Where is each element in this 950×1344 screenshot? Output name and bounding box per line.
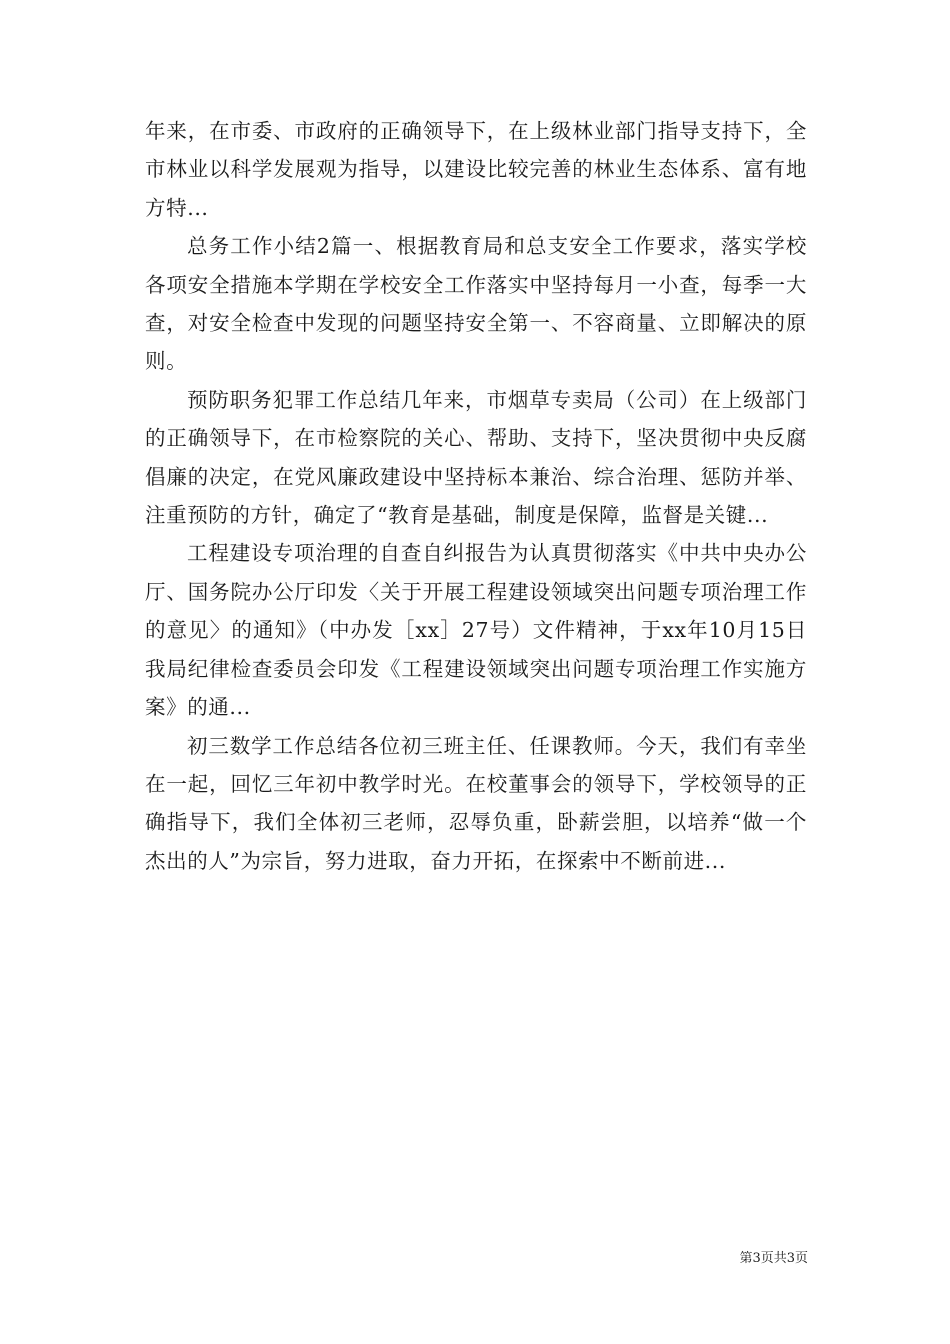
paragraph-continuation: 年来，在市委、市政府的正确领导下，在上级林业部门指导支持下，全市林业以科学发展观为指导，以建设比较完善的林业生态体系、富有地方特... <box>145 119 807 220</box>
document-body <box>145 112 807 880</box>
paragraph-math-work-summary: 初三数学工作总结各位初三班主任、任课教师。今天，我们有幸坐在一起，回忆三年初中教学时光。在校董事会的领导下，学校领导的正确指导下，我们全体初三老师，忍辱负重，卧薪尝胆，以培养“做一个杰出的人”为宗旨，努力进取，奋力开拓，在探索中不断前进... <box>145 733 807 873</box>
paragraph-engineering-self-inspection: 工程建设专项治理的自查自纠报告为认真贯彻落实《中共中央办公厅、国务院办公厅印发〈关于开展工程建设领域突出问题专项治理工作的意见〉的通知》（中办发［xx］27号）文件精神，于xx年10月15日我局纪律检查委员会印发《工程建设领域突出问题专项治理工作实施方案》的通... <box>145 541 807 720</box>
page-number-footer: 第3页共3页 <box>739 1251 808 1266</box>
paragraph-crime-prevention-summary: 预防职务犯罪工作总结几年来，市烟草专卖局（公司）在上级部门的正确领导下，在市检察院的关心、帮助、支持下，坚决贯彻中央反腐倡廉的决定，在党风廉政建设中坚持标本兼治、综合治理、惩防并举、注重预防的方针，确定了“教育是基础，制度是保障，监督是关键... <box>145 387 807 528</box>
paragraph-general-affairs-summary: 总务工作小结2篇一、根据教育局和总支安全工作要求，落实学校各项安全措施本学期在学校安全工作落实中坚持每月一小查，每季一大查，对安全检查中发现的问题坚持安全第一、不容商量、立即解决的原则。 <box>145 234 807 374</box>
